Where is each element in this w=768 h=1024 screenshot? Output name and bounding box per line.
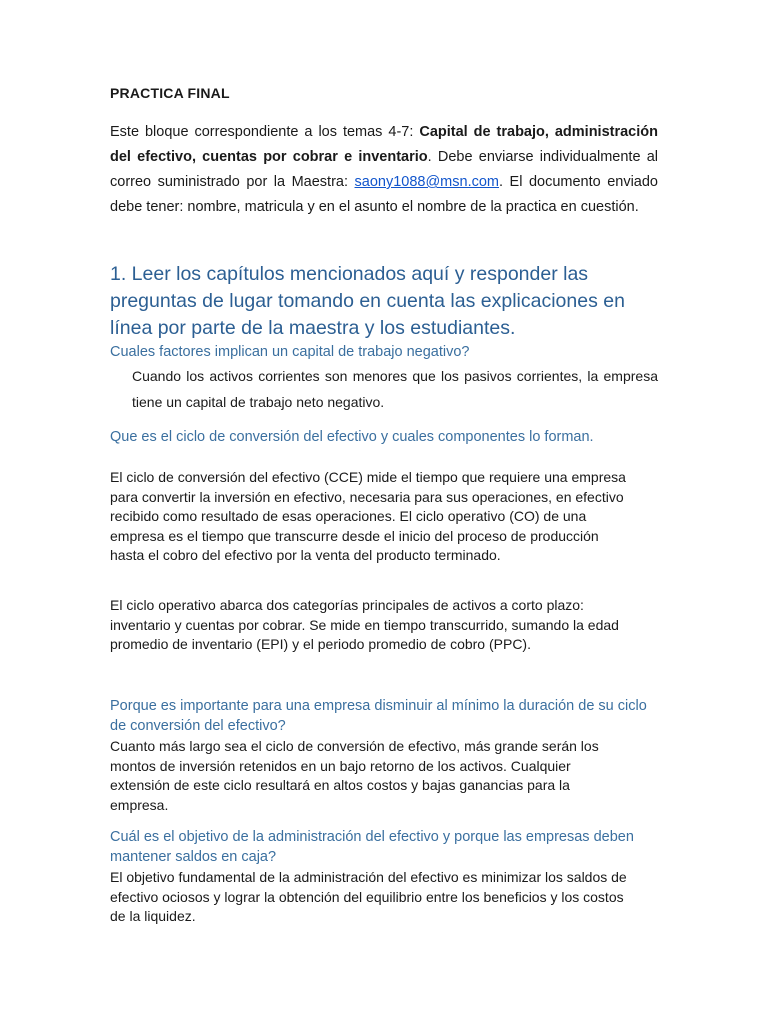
intro-text-2: . Debe enviarse individualmente al correo suministrado por la Maestra:	[110, 149, 659, 190]
intro-text-1: Este bloque correspondiente a los temas 4-7:	[110, 124, 420, 140]
email-link[interactable]: saony1088@msn.com	[354, 174, 499, 190]
document-title: PRACTICA FINAL	[110, 85, 230, 101]
question-2: Que es el ciclo de conversión del efectivo y cuales componentes lo forman.	[110, 429, 594, 445]
intro-paragraph	[110, 120, 658, 220]
answer-1: Cuando los activos corrientes son menores que los pasivos corrientes, la empresa tiene un capital de trabajo neto negativo.	[132, 368, 658, 410]
section-heading: 1. Leer los capítulos mencionados aquí y responder las preguntas de lugar tomando en cuenta las explicaciones en línea por parte de la maestra y los estudiantes.	[110, 263, 625, 339]
answer-3: Cuanto más largo sea el ciclo de conversión de efectivo, más grande serán los montos de inversión retenidos en un bajo retorno de los activos. Cualquier extensión de este ciclo resultará en altos costos y bajas ganancias para la empresa.	[110, 738, 599, 813]
answer-2-paragraph-1: El ciclo de conversión del efectivo (CCE) mide el tiempo que requiere una empresa para convertir la inversión en efectivo, necesaria para sus operaciones, en efectivo recibido como resultado de esas operaciones. El ciclo operativo (CO) de una empresa es el tiempo que transcurre desde el inicio del proceso de producción hasta el cobro del efectivo por la venta del producto terminado.	[110, 469, 626, 563]
answer-2-paragraph-2: El ciclo operativo abarca dos categorías principales de activos a corto plazo: inventario y cuentas por cobrar. Se mide en tiempo transcurrido, sumando la edad promedio de inventario (EPI) y el periodo promedio de cobro (PPC).	[110, 597, 619, 652]
question-4: Cuál es el objetivo de la administración del efectivo y porque las empresas deben mantener saldos en caja?	[110, 829, 634, 865]
question-1: Cuales factores implican un capital de trabajo negativo?	[110, 344, 470, 360]
answer-4: El objetivo fundamental de la administración del efectivo es minimizar los saldos de efectivo ociosos y lograr la obtención del equilibrio entre los beneficios y los costos de la liquidez.	[110, 869, 627, 924]
intro-topics-bold: Capital de trabajo, administración del efectivo, cuentas por cobrar e inventario	[110, 124, 658, 165]
intro-text-3: . El documento enviado debe tener: nombre, matricula y en el asunto el nombre de la practica en cuestión.	[110, 174, 658, 215]
question-3: Porque es importante para una empresa disminuir al mínimo la duración de su ciclo de conversión del efectivo?	[110, 698, 647, 734]
